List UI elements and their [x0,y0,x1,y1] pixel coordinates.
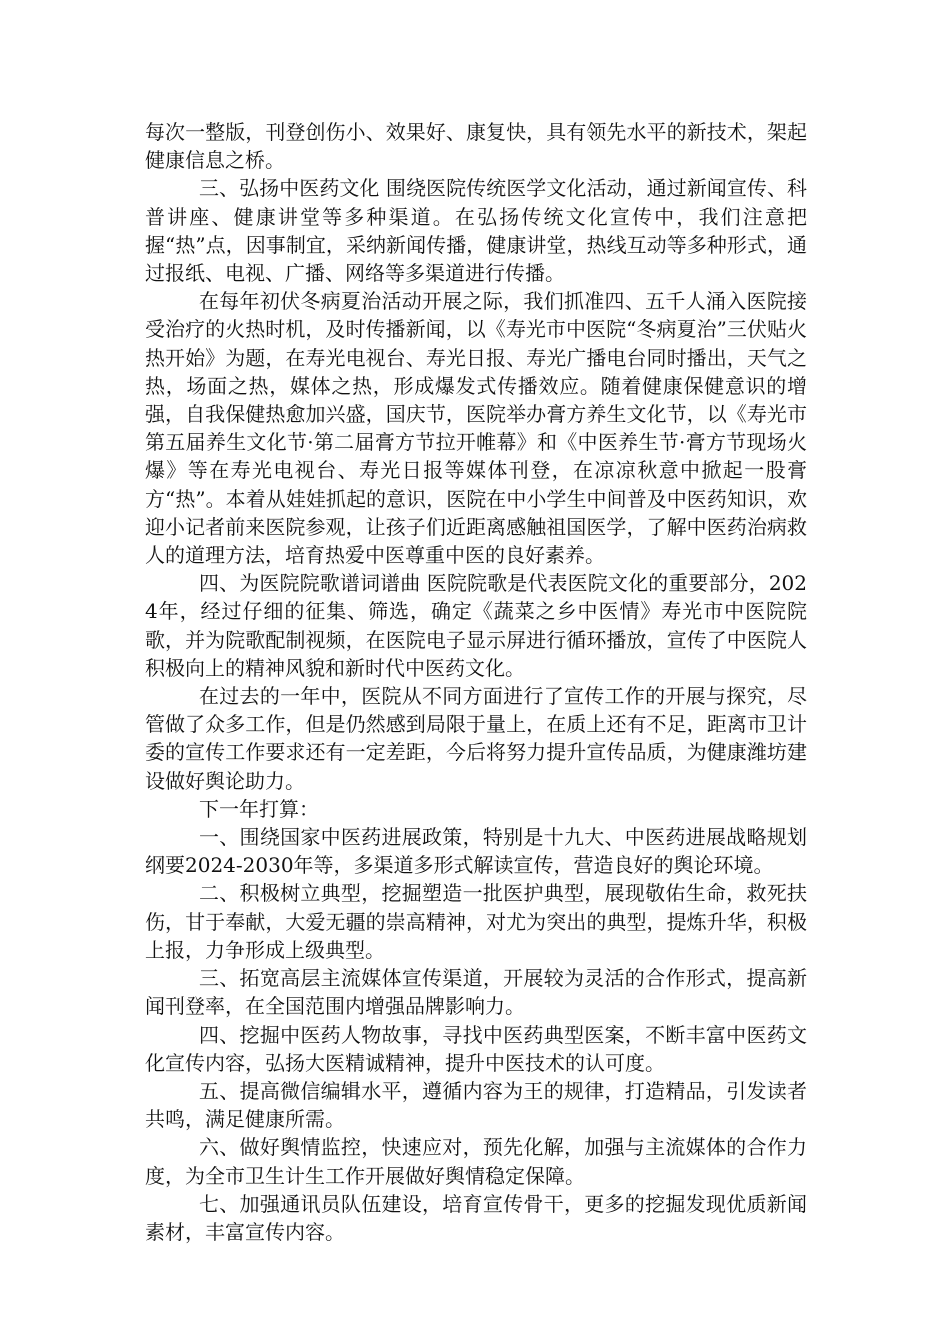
plan-item-2: 二、积极树立典型，挖掘塑造一批医护典型，展现敬佑生命，救死扶伤，甘于奉献，大爱无疆的崇高精神，对尤为突出的典型，提炼升华，积极上报，力争形成上级典型。 [145,881,807,962]
plan-item-3: 三、拓宽高层主流媒体宣传渠道，开展较为灵活的合作形式，提高新闻刊登率，在全国范围内增强品牌影响力。 [145,966,807,1019]
plan-item-6: 六、做好舆情监控，快速应对，预先化解，加强与主流媒体的合作力度，为全市卫生计生工作开展做好舆情稳定保障。 [145,1135,807,1188]
paragraph-winter-summer-treatment: 在每年初伏冬病夏治活动开展之际，我们抓准四、五千人涌入医院接受治疗的火热时机，及时传播新闻，以《寿光市中医院“冬病夏治”三伏贴火热开始》为题，在寿光电视台、寿光日报、寿光广播电台同时播出，天气之热，场面之热，媒体之热，形成爆发式传播效应。随着健康保健意识的增强，自我保健热愈加兴盛，国庆节，医院举办膏方养生文化节，以《寿光市第五届养生文化节·第二届膏方节拉开帷幕》和《中医养生节·膏方节现场火爆》等在寿光电视台、寿光日报等媒体刊登，在凉凉秋意中掀起一股膏方“热”。本着从娃娃抓起的意识，医院在中小学生中间普及中医药知识，欢迎小记者前来医院参观，让孩子们近距离感触祖国医学，了解中医药治病救人的道理方法，培育热爱中医尊重中医的良好素养。 [145,289,807,568]
paragraph-section-four-hospital-song: 四、为医院院歌谱词谱曲 医院院歌是代表医院文化的重要部分，2024年，经过仔细的征集、筛选，确定《蔬菜之乡中医情》寿光市中医院院歌，并为院歌配制视频，在医院电子显示屏进行循环播放，宣传了中医院人积极向上的精神风貌和新时代中医药文化。 [145,571,807,680]
paragraph-next-year-heading: 下一年打算： [199,796,319,821]
plan-item-5: 五、提高微信编辑水平，遵循内容为王的规律，打造精品，引发读者共鸣，满足健康所需。 [145,1078,807,1132]
plan-item-7: 七、加强通讯员队伍建设，培育宣传骨干，更多的挖掘发现优质新闻素材，丰富宣传内容。 [145,1191,807,1244]
paragraph-section-three-culture: 三、弘扬中医药文化 围绕医院传统医学文化活动，通过新闻宣传、科普讲座、健康讲堂等多种渠道。在弘扬传统文化宣传中，我们注意把握“热”点，因事制宜，采纳新闻传播，健康讲堂，热线互动等多种形式，通过报纸、电视、广播、网络等多渠道进行传播。 [145,176,807,286]
paragraph-continuation: 每次一整版，刊登创伤小、效果好、康复快，具有领先水平的新技术，架起健康信息之桥。 [145,120,807,173]
paragraph-year-summary: 在过去的一年中，医院从不同方面进行了宣传工作的开展与探究，尽管做了众多工作，但是仍然感到局限于量上，在质上还有不足，距离市卫计委的宣传工作要求还有一定差距，今后将努力提升宣传品质，为健康潍坊建设做好舆论助力。 [145,684,807,793]
document-body [145,118,807,1246]
plan-item-1: 一、围绕国家中医药进展政策，特别是十九大、中医药进展战略规划纲要2024-2030年等，多渠道多形式解读宣传，营造良好的舆论环境。 [145,825,807,878]
plan-item-4: 四、挖掘中医药人物故事，寻找中医药典型医案，不断丰富中医药文化宣传内容，弘扬大医精诚精神，提升中医技术的认可度。 [145,1022,807,1075]
